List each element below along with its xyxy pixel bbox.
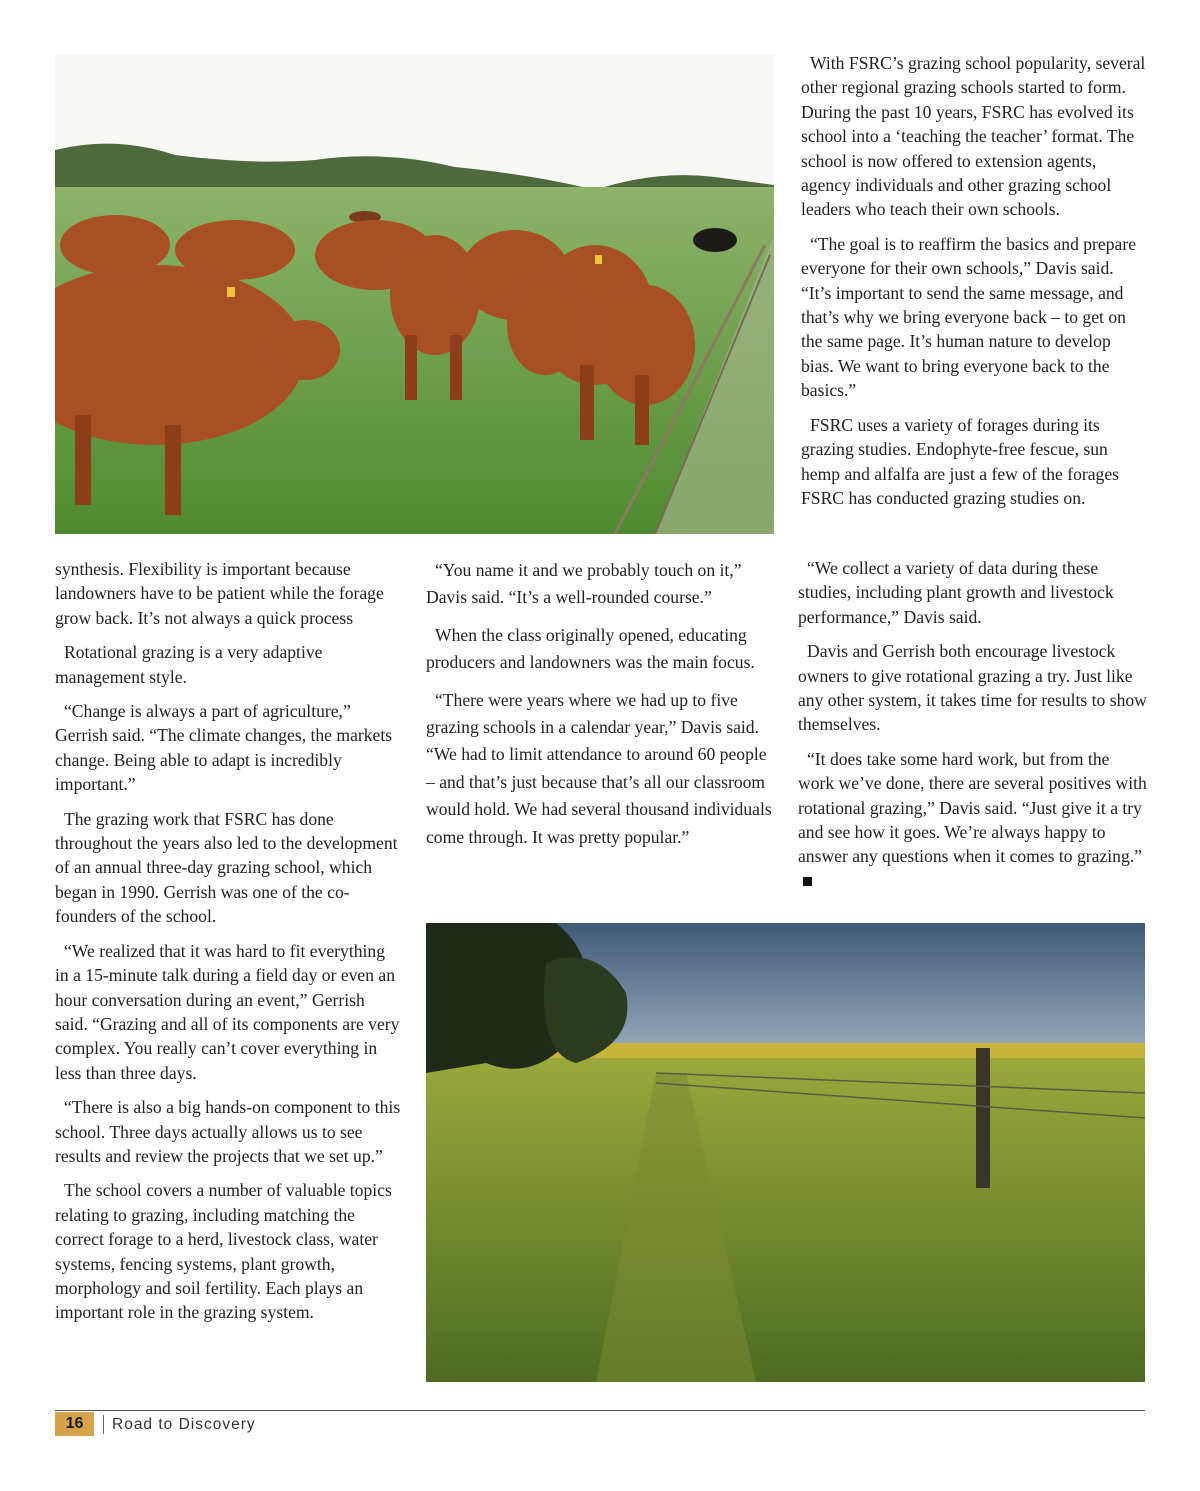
paragraph: “We collect a variety of data during these studies, including plant growth and livestock performance,” Davis said. bbox=[798, 558, 1114, 627]
paragraph-text: “It does take some hard work, but from the work we’ve done, there are several positives with rotational grazing,” Davis said. “Just give it a try and see how it goes. We’re always happy to answer any questions when it comes to grazing.” bbox=[798, 748, 1147, 867]
article-column-right-middle bbox=[798, 556, 1148, 903]
page-number: 16 bbox=[55, 1412, 94, 1436]
end-mark-icon bbox=[803, 877, 812, 886]
footer-rule bbox=[55, 1410, 1145, 1411]
article-column-middle bbox=[426, 557, 776, 861]
paragraph: When the class originally opened, educating producers and landowners was the main focus. bbox=[426, 624, 755, 673]
paragraph bbox=[798, 747, 1148, 893]
paragraph: “There were years where we had up to five grazing schools in a calendar year,” Davis said. “We had to limit attendance to around 60 people – and that’s just because that’s all our classroom would hold. We had several thousand individuals come through. It was pretty popular.” bbox=[426, 689, 772, 847]
paragraph: FSRC uses a variety of forages during its grazing studies. Endophyte-free fescue, sun hemp and alfalfa are just a few of the forages FSRC has conducted grazing studies on. bbox=[801, 414, 1120, 508]
paragraph: “There is also a big hands-on component to this school. Three days actually allows us to see results and review the projects that we set up.” bbox=[55, 1097, 401, 1166]
paragraph: With FSRC’s grazing school popularity, several other regional grazing schools started to form. During the past 10 years, FSRC has evolved its school into a ‘teaching the teacher’ format. The school is now offered to extension agents, agency individuals and other grazing school leaders who teach their own schools. bbox=[801, 53, 1146, 220]
paragraph: “Change is always a part of agriculture,” Gerrish said. “The climate changes, the markets change. Being able to adapt is incredibly important.” bbox=[55, 701, 393, 795]
paragraph: “We realized that it was hard to fit everything in a 15-minute talk during a field day or even an hour conversation during an event,” Gerrish said. “Grazing and all of its components are very complex. You really can’t cover everything in less than three days. bbox=[55, 940, 400, 1083]
field-photo bbox=[426, 923, 1145, 1382]
paragraph: “The goal is to reaffirm the basics and prepare everyone for their own schools,” Davis said. “It’s important to send the same message, and that’s why we bring everyone back – to get on the same page. It’s human nature to develop bias. We want to bring everyone back to the basics.” bbox=[801, 233, 1136, 401]
publication-name: Road to Discovery bbox=[112, 1416, 256, 1433]
paragraph: Rotational grazing is a very adaptive management style. bbox=[55, 642, 323, 687]
paragraph: The school covers a number of valuable topics relating to grazing, including matching the correct forage to a herd, livestock class, water systems, fencing systems, plant growth, morphology and soil fertility. Each plays an important role in the grazing system. bbox=[55, 1180, 392, 1323]
paragraph: Davis and Gerrish both encourage livestock owners to give rotational grazing a try. Just like any other system, it takes time for results to show themselves. bbox=[798, 641, 1147, 735]
paragraph: “You name it and we probably touch on it,” Davis said. “It’s a well-rounded course.” bbox=[426, 560, 742, 608]
paragraph: synthesis. Flexibility is important because landowners have to be patient while the forage grow back. It’s not always a quick process bbox=[55, 559, 384, 628]
cattle-photo bbox=[55, 55, 774, 534]
article-column-right-top bbox=[801, 51, 1146, 520]
paragraph: The grazing work that FSRC has done throughout the years also led to the development of an annual three-day grazing school, which began in 1990. Gerrish was one of the co-founders of the school. bbox=[55, 808, 398, 927]
footer-divider bbox=[103, 1415, 104, 1434]
article-column-left bbox=[55, 557, 401, 1335]
